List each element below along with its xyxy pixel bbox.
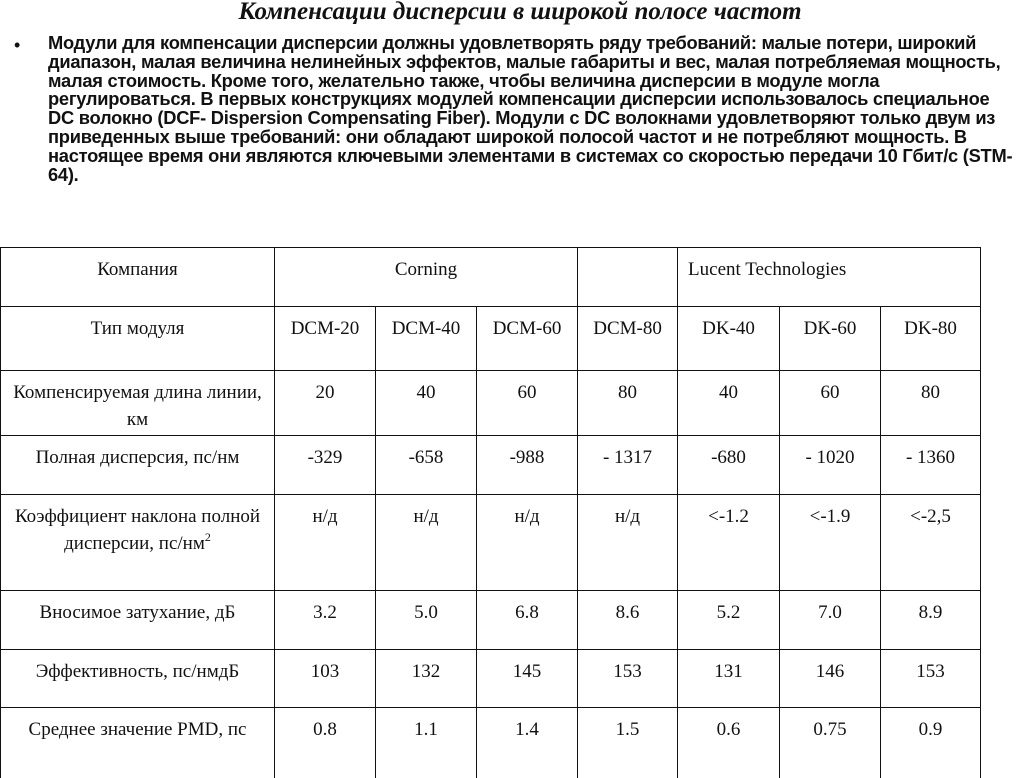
table-cell: 145 <box>477 650 578 708</box>
table-cell: 153 <box>578 650 678 708</box>
slope-label-superscript: 2 <box>204 530 211 544</box>
table-row-pmd <box>1 708 981 778</box>
slope-label-text: Коэффициент наклона полной дисперсии, пс/нм <box>14 506 261 554</box>
table-cell: 1.1 <box>376 708 477 778</box>
dispersion-module-table <box>0 247 981 778</box>
table-cell: н/д <box>376 495 477 591</box>
table-cell: - 1360 <box>881 436 981 495</box>
table-cell: 40 <box>376 371 477 436</box>
row-header-dispersion: Полная дисперсия, пс/нм <box>1 436 275 495</box>
table-cell: -988 <box>477 436 578 495</box>
bullet-icon: • <box>14 35 21 55</box>
table-cell: DK-40 <box>678 307 780 371</box>
table-row-efficiency <box>1 650 981 708</box>
table-cell: 60 <box>780 371 881 436</box>
table-cell: - 1317 <box>578 436 678 495</box>
table-cell: 80 <box>881 371 981 436</box>
table-cell: н/д <box>275 495 376 591</box>
table-cell: 80 <box>578 371 678 436</box>
row-header-slope <box>1 495 275 591</box>
table-cell: 0.6 <box>678 708 780 778</box>
table-row-company <box>1 248 981 307</box>
table-cell: <-2,5 <box>881 495 981 591</box>
table-cell: - 1020 <box>780 436 881 495</box>
table-cell: DCM-80 <box>578 307 678 371</box>
row-header-module-type: Тип модуля <box>1 307 275 371</box>
table-cell: -680 <box>678 436 780 495</box>
table-cell: 103 <box>275 650 376 708</box>
table-cell: DCM-40 <box>376 307 477 371</box>
table-cell: 153 <box>881 650 981 708</box>
table-cell: 132 <box>376 650 477 708</box>
table-cell: 40 <box>678 371 780 436</box>
table-cell: 60 <box>477 371 578 436</box>
table-cell: 131 <box>678 650 780 708</box>
table-row-slope <box>1 495 981 591</box>
paragraph-text: Модули для компенсации дисперсии должны удовлетворять ряду требований: малые потери, широкий диапазон, малая величина нелинейных эффектов, малые габариты и вес, малая потребляемая мощность, малая стоимость. Кроме того, желательно также, чтобы величина дисперсии в модуле могла регулироваться. В первых конструкциях модулей компенсации дисперсии использовалось специальное DC волокно (DCF- Dispersion Compensating Fiber). Модули с DC волокнами удовлетворяют только двум из приведенных выше требований: они обладают широкой полосой частот и не потребляют мощность. В настоящее время они являются ключевыми элементами в системах со скоростью передачи 10 Гбит/с (STM-64). <box>48 32 1013 185</box>
table-row-dispersion <box>1 436 981 495</box>
table-cell: 6.8 <box>477 591 578 650</box>
row-header-length: Компенсируемая длина линии, км <box>1 371 275 436</box>
table-cell: н/д <box>477 495 578 591</box>
row-header-loss: Вносимое затухание, дБ <box>1 591 275 650</box>
table-cell: 8.9 <box>881 591 981 650</box>
table-cell: <-1.9 <box>780 495 881 591</box>
table-cell: 20 <box>275 371 376 436</box>
table-cell: DK-80 <box>881 307 981 371</box>
table-cell: -658 <box>376 436 477 495</box>
table-row-length <box>1 371 981 436</box>
table-cell: <-1.2 <box>678 495 780 591</box>
table-cell: н/д <box>578 495 678 591</box>
table-cell: 3.2 <box>275 591 376 650</box>
company-empty-cell <box>578 248 678 307</box>
row-header-pmd: Среднее значение PMD, пс <box>1 708 275 778</box>
table-cell: DCM-60 <box>477 307 578 371</box>
table-cell: DK-60 <box>780 307 881 371</box>
table-cell: 0.75 <box>780 708 881 778</box>
table-cell: 1.4 <box>477 708 578 778</box>
table-row-module-type <box>1 307 981 371</box>
page-title: Компенсации дисперсии в широкой полосе частот <box>238 0 802 25</box>
company-corning: Corning <box>275 248 578 307</box>
table-cell: 5.2 <box>678 591 780 650</box>
table-cell: 8.6 <box>578 591 678 650</box>
table-cell: 146 <box>780 650 881 708</box>
table-row-loss <box>1 591 981 650</box>
table-cell: 0.9 <box>881 708 981 778</box>
table-cell: 7.0 <box>780 591 881 650</box>
table-cell: DCM-20 <box>275 307 376 371</box>
table-cell: 0.8 <box>275 708 376 778</box>
table-cell: -329 <box>275 436 376 495</box>
table-cell: 5.0 <box>376 591 477 650</box>
row-header-efficiency: Эффективность, пс/нмдБ <box>1 650 275 708</box>
row-header-company: Компания <box>1 248 275 307</box>
company-lucent: Lucent Technologies <box>678 248 981 307</box>
table-cell: 1.5 <box>578 708 678 778</box>
